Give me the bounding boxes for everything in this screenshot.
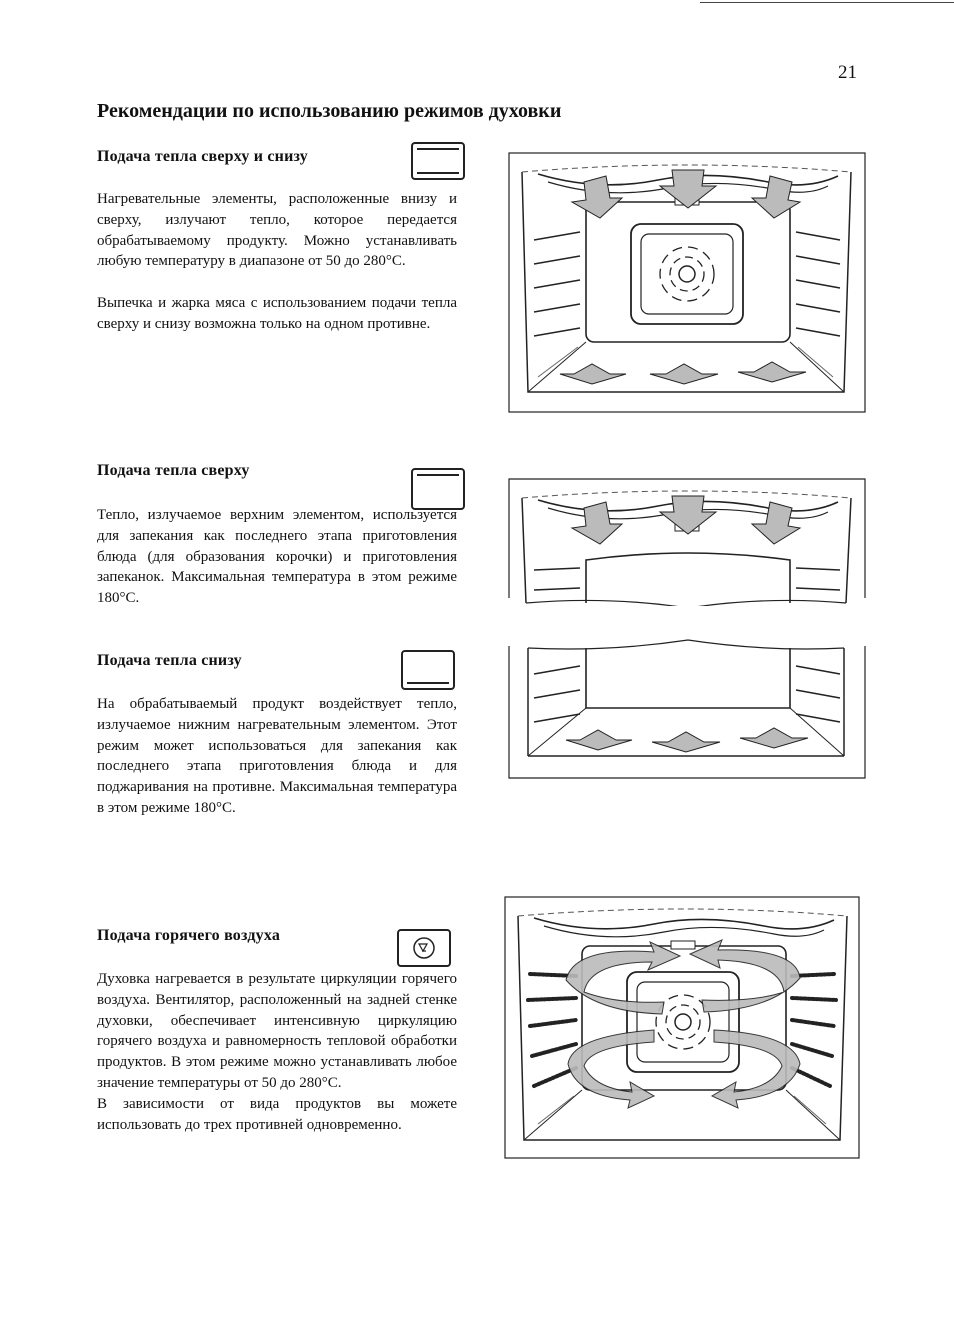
paragraph: Духовка нагревается в результате циркуляции горячего воздуха. Вентилятор, расположенный на задней стенке духовки, обеспечивает интенсивную циркуляцию горячего воздуха и равномерность тепловой обработки продуктов. В этом режиме можно устанавливать любое значение температуры от 50 до 280°С. <box>97 971 457 1091</box>
section-text-top-bottom <box>97 189 457 335</box>
section-text-top <box>97 505 457 609</box>
section-title-bottom: Подача тепла снизу <box>97 652 242 669</box>
paragraph: В зависимости от вида продуктов вы можете использовать до трех противней одновременно. <box>97 1095 457 1133</box>
top-rule <box>700 2 954 3</box>
top-heat-icon <box>411 468 465 510</box>
oven-top-bottom-illustration <box>508 152 866 414</box>
fan-heat-icon <box>397 929 451 967</box>
top-bottom-heat-icon <box>411 142 465 180</box>
page-title: Рекомендации по использованию режимов духовки <box>97 100 562 122</box>
section-title-top-bottom: Подача тепла сверху и снизу <box>97 148 309 165</box>
page-number: 21 <box>838 62 857 83</box>
paragraph: Выпечка и жарка мяса с использованием подачи тепла сверху и снизу возможна только на одном противне. <box>97 295 457 332</box>
section-title-top: Подача тепла сверху <box>97 462 250 479</box>
paragraph: Тепло, излучаемое верхним элементом, используется для запекания как последнего этапа приготовления блюда (для образования корочки) и приготовления запеканок. Максимальная температура в этом режиме 180°С. <box>97 507 457 607</box>
section-text-hot-air <box>97 969 457 1135</box>
paragraph: На обрабатываемый продукт воздействует тепло, излучаемое нижним нагревательным элементом. Этот режим может использоваться для запекания как последнего этапа приготовления блюда и для поджаривания на противне. Максимальная температура в этом режиме 180°С. <box>97 696 457 816</box>
paragraph: Нагревательные элементы, расположенные внизу и сверху, излучают тепло, которое передается обрабатываемому продукту. Можно устанавливать любую температуру в диапазоне от 50 до 280°С. <box>97 191 457 270</box>
oven-top-heat-illustration <box>508 478 866 606</box>
section-text-bottom <box>97 694 457 819</box>
section-title-hot-air: Подача горячего воздуха <box>97 927 281 944</box>
oven-bottom-heat-illustration <box>508 638 866 780</box>
bottom-heat-icon <box>401 650 455 690</box>
oven-hot-air-illustration <box>504 896 860 1160</box>
